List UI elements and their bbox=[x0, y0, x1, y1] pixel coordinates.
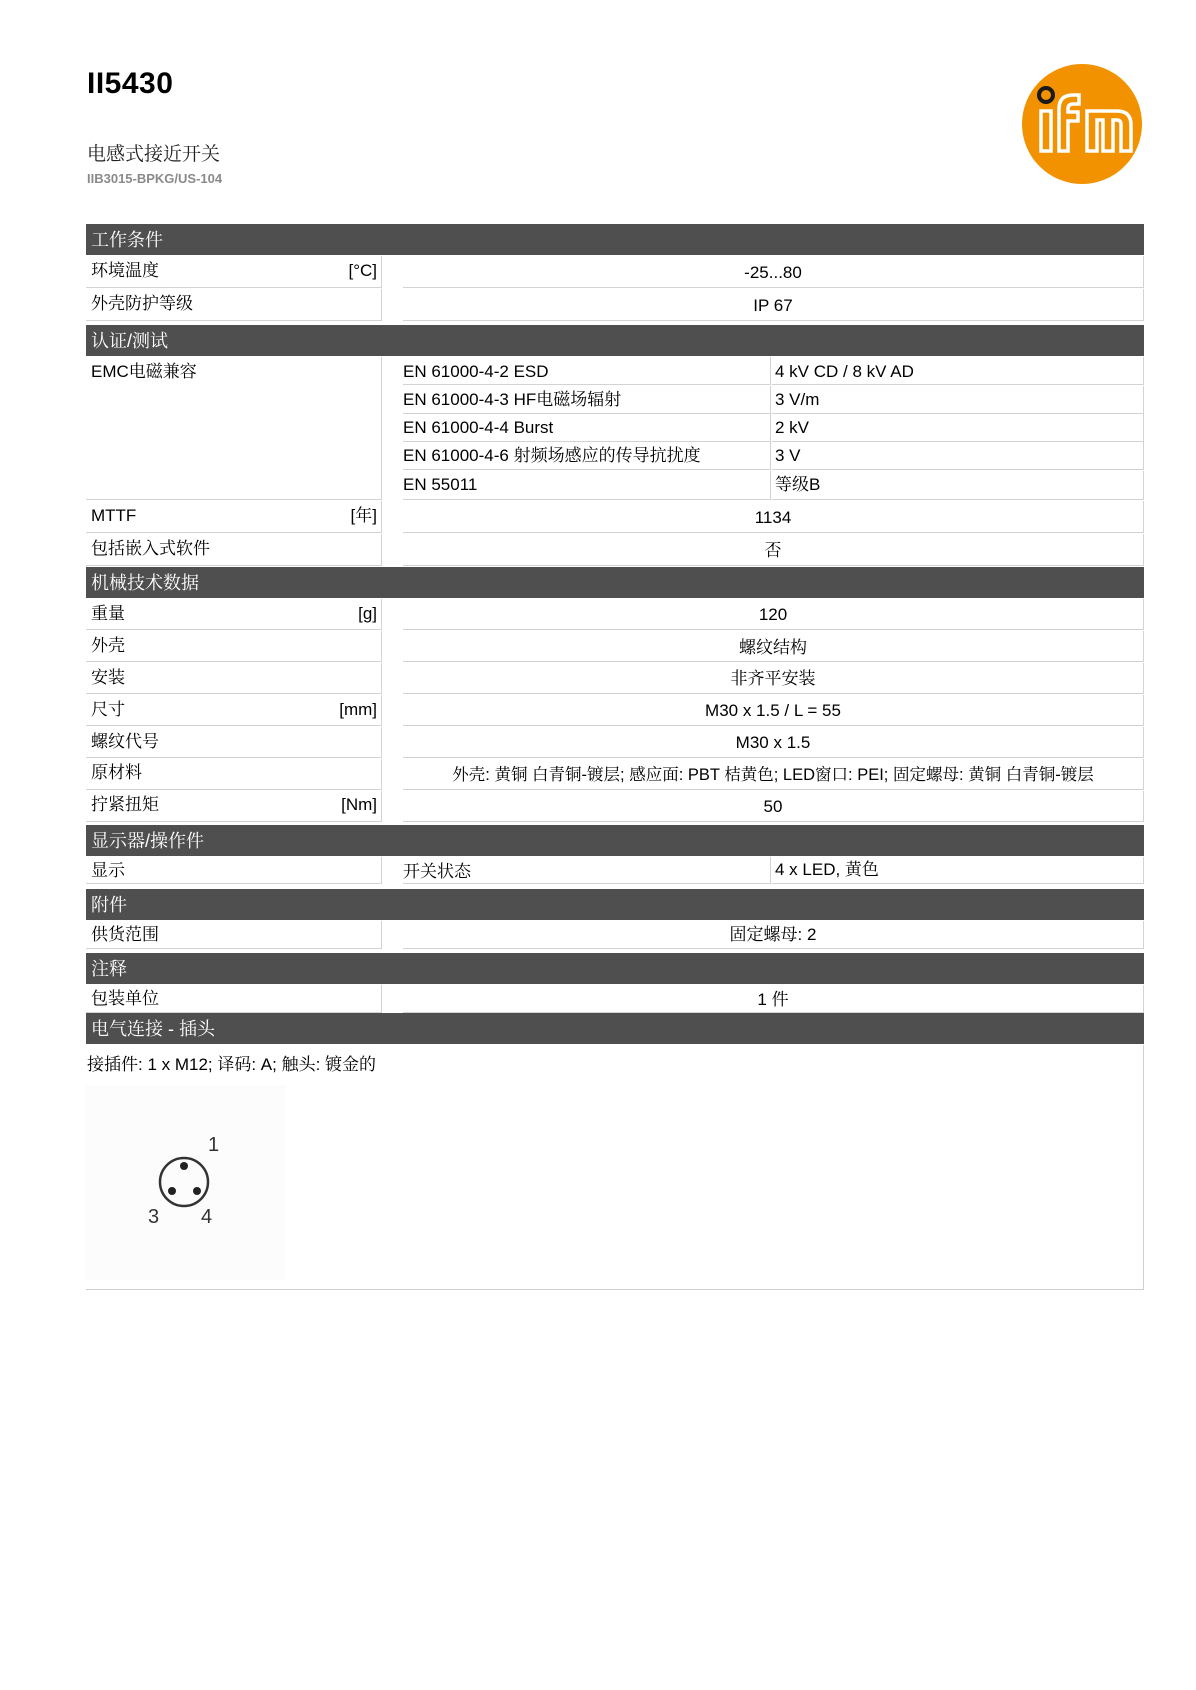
pin-3 bbox=[168, 1187, 176, 1195]
section-approvals-tests: 认证/测试 bbox=[86, 325, 1144, 356]
row-scope-value: 固定螺母: 2 bbox=[403, 921, 1144, 949]
row-mttf-value: 1134 bbox=[403, 501, 1144, 533]
unit: [年] bbox=[350, 506, 377, 525]
product-subtitle: 电感式接近开关 bbox=[87, 144, 221, 165]
row-thread-label: 螺纹代号 bbox=[86, 727, 382, 758]
section-displays-operating: 显示器/操作件 bbox=[86, 825, 1144, 856]
row-embedded-software-value: 否 bbox=[403, 534, 1144, 566]
ifm-logo bbox=[1021, 63, 1143, 185]
connection-text: 接插件: 1 x M12; 译码: A; 触头: 镀金的 bbox=[87, 1055, 377, 1074]
row-protection-value: IP 67 bbox=[403, 289, 1144, 321]
pin-1 bbox=[180, 1162, 188, 1170]
row-embedded-software-label: 包括嵌入式软件 bbox=[86, 534, 382, 566]
row-dimensions-value: M30 x 1.5 / L = 55 bbox=[403, 695, 1144, 726]
row-emc-label: EMC电磁兼容 bbox=[86, 357, 382, 500]
row-protection-label: 外壳防护等级 bbox=[86, 289, 382, 321]
pin-4 bbox=[193, 1187, 201, 1195]
row-housing-value: 螺纹结构 bbox=[403, 631, 1144, 662]
row-materials-label: 原材料 bbox=[86, 759, 382, 790]
row-mttf-label: MTTF [年] bbox=[86, 501, 382, 533]
pin-label: 3 bbox=[148, 1206, 160, 1228]
emc-standard: EN 61000-4-4 Burst bbox=[403, 414, 771, 442]
section-electrical-connection: 电气连接 - 插头 bbox=[86, 1013, 1144, 1044]
row-ambient-temperature-value: -25...80 bbox=[403, 256, 1144, 288]
emc-standard: EN 61000-4-6 射频场感应的传导抗扰度 bbox=[403, 442, 771, 470]
row-torque-label: 拧紧扭矩 [Nm] bbox=[86, 791, 382, 822]
emc-value: 2 kV bbox=[772, 414, 1144, 442]
emc-standard: EN 61000-4-3 HF电磁场辐射 bbox=[403, 386, 771, 414]
pin-label: 1 bbox=[208, 1134, 220, 1156]
row-thread-value: M30 x 1.5 bbox=[403, 727, 1144, 758]
row-housing-label: 外壳 bbox=[86, 631, 382, 662]
unit: [Nm] bbox=[341, 795, 377, 814]
section-mechanical-data: 机械技术数据 bbox=[86, 567, 1144, 598]
pin-label: 4 bbox=[201, 1206, 213, 1228]
row-packing-unit-value: 1 件 bbox=[403, 985, 1144, 1013]
row-materials-value: 外壳: 黄铜 白青铜-镀层; 感应面: PBT 桔黄色; LED窗口: PEI; 固定螺母: 黄铜 白青铜-镀层 bbox=[403, 759, 1144, 790]
section-accessories: 附件 bbox=[86, 889, 1144, 920]
unit: [g] bbox=[358, 604, 377, 623]
product-title: II5430 bbox=[87, 67, 174, 100]
product-code: IIB3015-BPKG/US-104 bbox=[87, 171, 223, 186]
unit: [°C] bbox=[348, 261, 377, 280]
row-display-value: 4 x LED, 黄色 bbox=[772, 857, 1144, 884]
emc-value: 3 V bbox=[772, 442, 1144, 470]
row-torque-value: 50 bbox=[403, 791, 1144, 822]
row-packing-unit-label: 包装单位 bbox=[86, 985, 382, 1013]
row-mounting-value: 非齐平安装 bbox=[403, 663, 1144, 694]
row-display-key: 开关状态 bbox=[403, 857, 771, 884]
emc-standard: EN 61000-4-2 ESD bbox=[403, 357, 771, 385]
emc-value: 等级B bbox=[772, 471, 1144, 500]
row-ambient-temperature-label: 环境温度 [°C] bbox=[86, 256, 382, 288]
row-dimensions-label: 尺寸 [mm] bbox=[86, 695, 382, 726]
emc-value: 3 V/m bbox=[772, 386, 1144, 414]
unit: [mm] bbox=[339, 700, 377, 719]
section-operating-conditions: 工作条件 bbox=[86, 224, 1144, 255]
row-weight-label: 重量 [g] bbox=[86, 599, 382, 630]
connector-pin-diagram bbox=[86, 1085, 286, 1280]
row-display-label: 显示 bbox=[86, 857, 382, 884]
row-weight-value: 120 bbox=[403, 599, 1144, 630]
row-mounting-label: 安装 bbox=[86, 663, 382, 694]
emc-standard: EN 55011 bbox=[403, 471, 771, 500]
row-scope-label: 供货范围 bbox=[86, 921, 382, 949]
section-remarks: 注释 bbox=[86, 953, 1144, 984]
emc-value: 4 kV CD / 8 kV AD bbox=[772, 357, 1144, 385]
